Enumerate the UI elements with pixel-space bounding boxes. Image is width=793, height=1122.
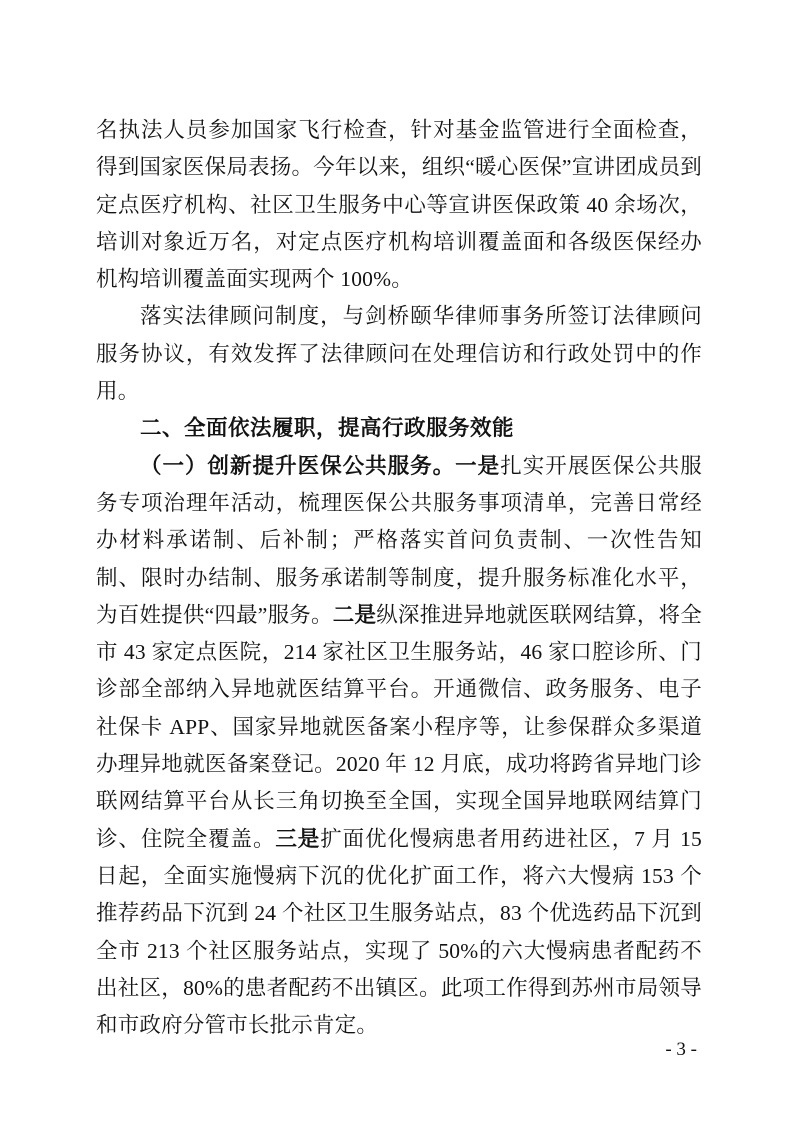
text-run: 名执法人员参加国家飞行检查，针对基金监管进行全面检查，得到国家医保局表扬。今年以来，组织“暖心医保”宣讲团成员到定点医疗机构、社区卫生服务中心等宣讲医保政策 40 余场次，培训对象近万名，对定点医疗机构培训覆盖面和各级医保经办机构培训覆盖面实现两个 100%。 [96,118,702,292]
bold-text-run: 二是 [332,602,377,627]
document-body [96,112,702,1044]
bold-text-run: （一）创新提升医保公共服务。一是 [140,453,501,478]
paragraph [96,448,702,1045]
page-number: - 3 - [665,1039,697,1060]
text-run: 扩面优化慢病患者用药进社区，7 月 15 日起，全面实施慢病下沉的优化扩面工作，将六大慢病 153 个推荐药品下沉到 24 个社区卫生服务站点，83 个优选药品下沉到全市 213 个社区服务站点，实现了 50%的六大慢病患者配药不出社区，80%的患者配药不出镇区。此项工作得到苏州市局领导和市政府分管市长批示肯定。 [96,826,702,1038]
text-run: 扎实开展医保公共服务专项治理年活动，梳理医保公共服务事项清单，完善日常经办材料承诺制、后补制；严格落实首问负责制、一次性告知制、限时办结制、服务承诺制等制度，提升服务标准化水平，为百姓提供“四最”服务。 [96,453,702,627]
text-run: 纵深推进异地就医联网结算，将全市 43 家定点医院，214 家社区卫生服务站，46 家口腔诊所、门诊部全部纳入异地就医结算平台。开通微信、政务服务、电子社保卡 APP、国家异地就医备案小程序等，让参保群众多渠道办理异地就医备案登记。2020 年 12 月底，成功将跨省异地门诊联网结算平台从长三角切换至全国，实现全国异地联网结算门诊、住院全覆盖。 [96,602,702,851]
bold-text-run: 三是 [275,826,321,851]
bold-text-run: 二、全面依法履职，提高行政服务效能 [140,416,515,441]
text-run: 落实法律顾问制度，与剑桥颐华律师事务所签订法律顾问服务协议，有效发挥了法律顾问在处理信访和行政处罚中的作用。 [96,304,702,404]
paragraph [96,298,702,410]
section-heading [96,410,702,447]
paragraph [96,112,702,298]
